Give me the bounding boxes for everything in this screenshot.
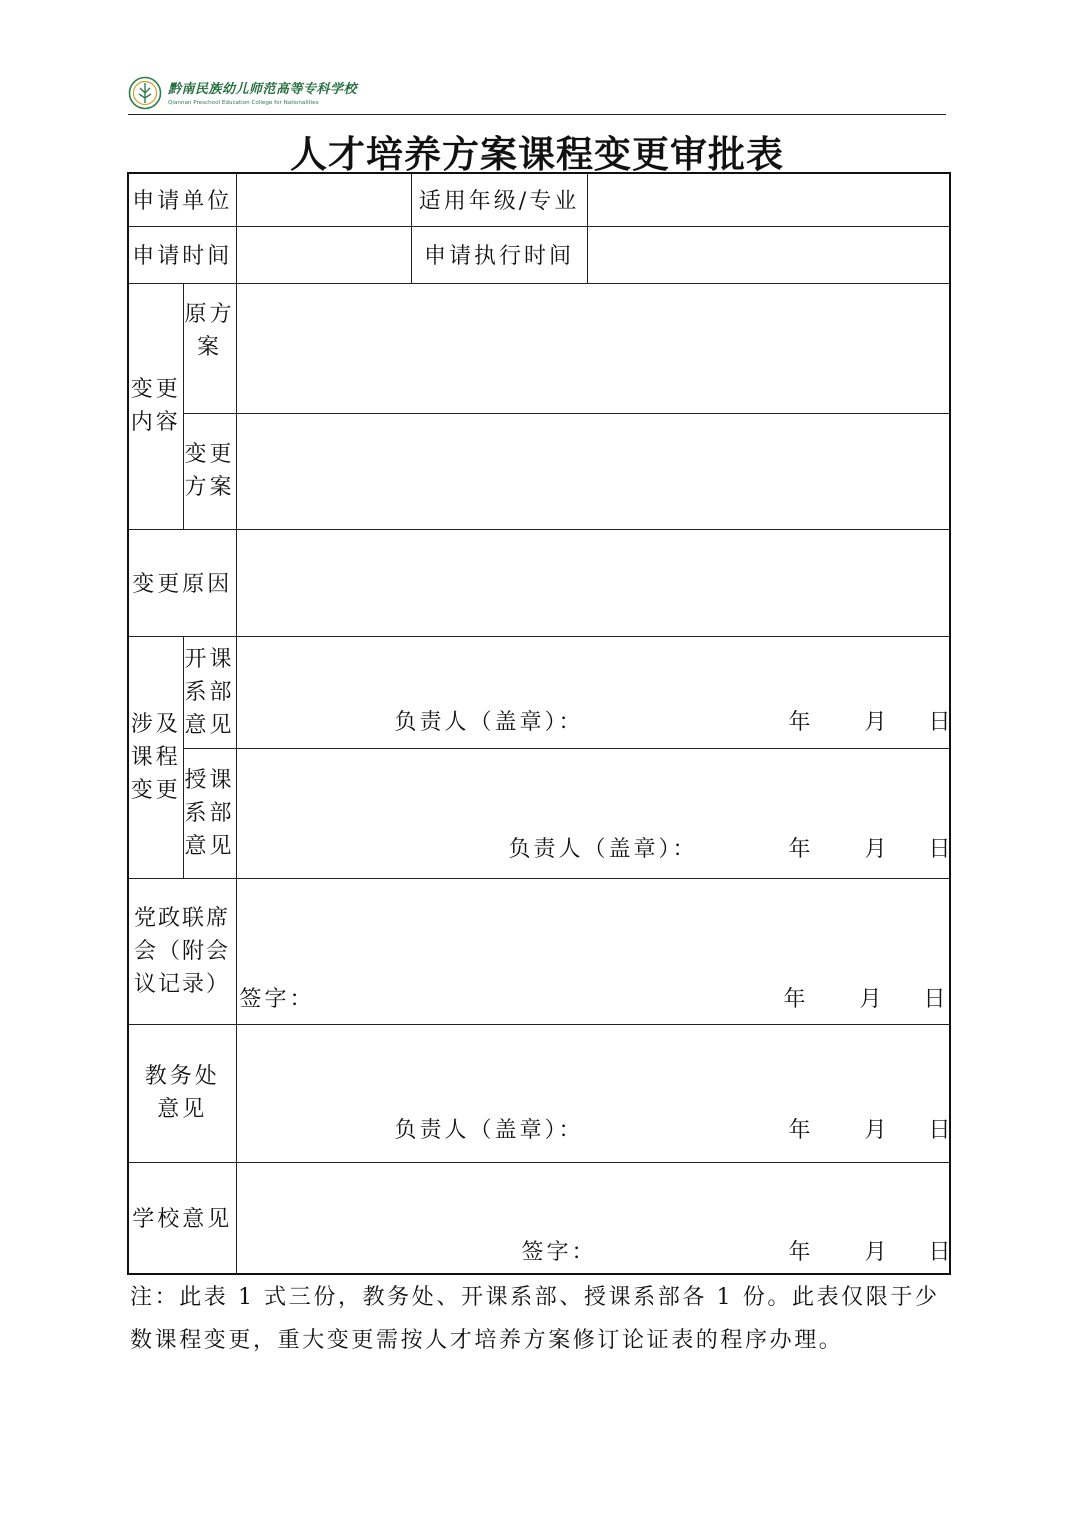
year-label: 年 (788, 709, 814, 735)
row-academic-office (128, 1024, 950, 1162)
involved-label-line2: 课程 (130, 744, 181, 770)
change-reason-field[interactable] (236, 529, 950, 636)
responsible-seal-label: 负责人（盖章）： (394, 709, 584, 735)
row-change-reason (128, 529, 950, 636)
row-offering-dept (128, 636, 950, 748)
year-label: 年 (788, 1239, 814, 1265)
academic-office-label-line1: 教务处 (144, 1064, 220, 1089)
joint-meeting-label-line1: 党政联席 (134, 905, 231, 931)
joint-meeting-opinion-field[interactable] (236, 878, 950, 1024)
school-logo-icon (128, 76, 162, 110)
teaching-dept-label-line2: 系部 (184, 800, 235, 826)
original-plan-field[interactable] (236, 283, 950, 413)
exec-time-label: 申请执行时间 (411, 226, 587, 283)
responsible-seal-label: 负责人（盖章）： (508, 836, 698, 862)
academic-office-label-line2: 意见 (157, 1097, 208, 1122)
row-applicant-unit (128, 173, 950, 226)
year-label: 年 (788, 1117, 814, 1143)
offering-dept-label-line3: 意见 (184, 712, 235, 738)
original-plan-label-line2: 案 (197, 334, 223, 360)
month-label: 月 (864, 1117, 890, 1143)
month-label: 月 (864, 1239, 890, 1265)
grade-major-label: 适用年级/专业 (411, 173, 587, 226)
document-header (128, 74, 946, 114)
change-content-label-line2: 内容 (130, 410, 181, 435)
joint-meeting-label-line2: 会（附会 (134, 938, 231, 964)
teaching-dept-label-line1: 授课 (184, 767, 235, 793)
footnote-line1: 注：此表 1 式三份，教务处、开课系部、授课系部各 1 份。此表仅限于少 (130, 1285, 940, 1310)
apply-time-label: 申请时间 (128, 226, 236, 283)
responsible-seal-label: 负责人（盖章）： (394, 1117, 584, 1143)
year-label: 年 (783, 986, 809, 1012)
academic-office-label (128, 1024, 236, 1162)
offering-dept-label (183, 636, 236, 748)
joint-meeting-label (128, 878, 236, 1024)
row-teaching-dept (128, 748, 950, 878)
footnote-line2: 数课程变更，重大变更需按人才培养方案修订论证表的程序办理。 (130, 1328, 844, 1353)
involved-course-change-label (128, 636, 183, 878)
applicant-unit-label: 申请单位 (128, 173, 236, 226)
joint-meeting-label-line3: 议记录） (134, 971, 231, 997)
teaching-dept-opinion-field[interactable] (236, 748, 954, 878)
row-school-opinion (128, 1162, 950, 1274)
day-label: 日 (923, 986, 949, 1012)
approval-form-table (127, 172, 954, 1275)
day-label: 日 (928, 836, 954, 862)
new-plan-label-line2: 方案 (184, 475, 235, 500)
year-label: 年 (788, 836, 814, 862)
sign-label: 签字： (239, 986, 315, 1012)
month-label: 月 (859, 986, 885, 1012)
original-plan-label (183, 283, 236, 413)
sign-label: 签字： (521, 1239, 597, 1265)
new-plan-field[interactable] (236, 413, 950, 529)
new-plan-label (183, 413, 236, 529)
teaching-dept-label (183, 748, 236, 878)
row-original-plan (128, 283, 950, 413)
day-label: 日 (928, 1239, 954, 1265)
header-divider (128, 114, 946, 115)
row-new-plan (128, 413, 950, 529)
row-joint-meeting (128, 878, 950, 1024)
form-title: 人才培养方案课程变更审批表 (290, 132, 784, 176)
row-apply-time (128, 226, 950, 283)
offering-dept-opinion-field[interactable] (236, 636, 954, 748)
grade-major-field[interactable] (587, 173, 950, 226)
day-label: 日 (928, 709, 954, 735)
change-content-label (128, 283, 183, 529)
exec-time-field[interactable] (587, 226, 950, 283)
month-label: 月 (864, 836, 890, 862)
change-content-label-line1: 变更 (130, 377, 181, 402)
offering-dept-label-line1: 开课 (184, 646, 235, 672)
month-label: 月 (864, 709, 890, 735)
academic-office-opinion-field[interactable] (236, 1024, 954, 1162)
teaching-dept-label-line3: 意见 (184, 833, 235, 859)
applicant-unit-field[interactable] (236, 173, 411, 226)
day-label: 日 (928, 1117, 954, 1143)
original-plan-label-line1: 原方 (184, 301, 235, 327)
apply-time-field[interactable] (236, 226, 411, 283)
involved-label-line1: 涉及 (130, 711, 181, 737)
school-name-cn: 黔南民族幼儿师范高等专科学校 (168, 82, 358, 97)
new-plan-label-line1: 变更 (184, 442, 235, 467)
involved-label-line3: 变更 (130, 777, 181, 803)
school-opinion-label: 学校意见 (128, 1162, 236, 1274)
change-reason-label: 变更原因 (128, 529, 236, 636)
school-opinion-field[interactable] (236, 1162, 954, 1274)
offering-dept-label-line2: 系部 (184, 679, 235, 705)
school-logo-text (168, 78, 357, 106)
footnote (130, 1276, 948, 1362)
school-name-en: Qiannan Preschool Education College for Nationalities (168, 100, 319, 106)
